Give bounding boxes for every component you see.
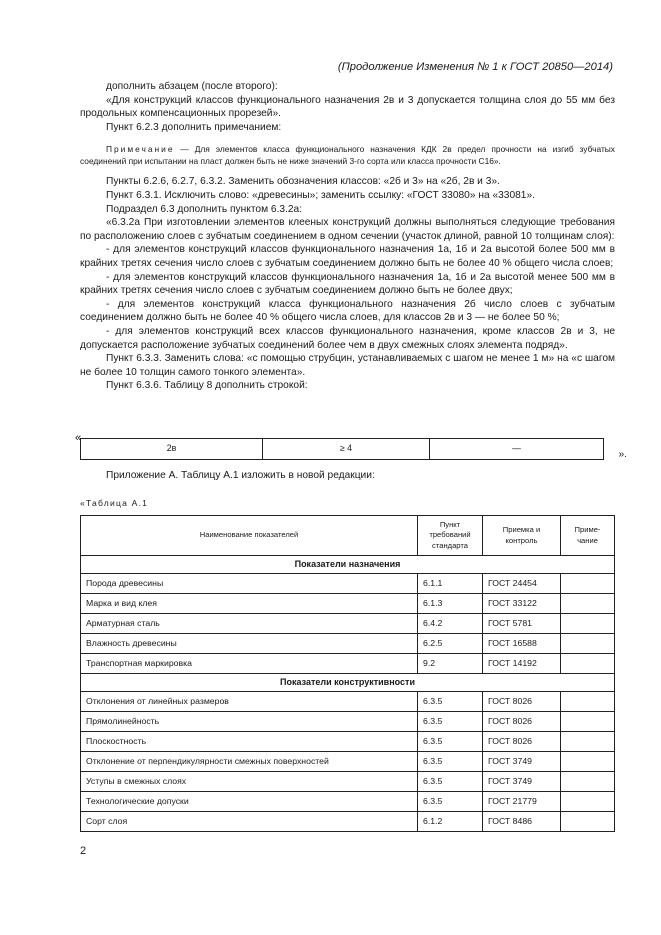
table-a1 [80,515,615,832]
table-cell: 6.4.2 [418,614,483,634]
table-cell: 6.3.5 [418,792,483,812]
table-cell: ГОСТ 8026 [483,692,561,712]
page-number: 2 [80,845,87,857]
table-cell: ГОСТ 21779 [483,792,561,812]
table-cell: 6.2.5 [418,634,483,654]
table-cell: Прямолинейность [81,712,418,732]
table-cell: Влажность древесины [81,634,418,654]
table-cell: 6.3.5 [418,712,483,732]
table-cell [561,692,615,712]
table-cell: 6.1.3 [418,594,483,614]
table-cell: Плоскостность [81,732,418,752]
table-cell: Отклонения от линейных размеров [81,692,418,712]
table-cell: 9.2 [418,654,483,674]
note-text: — Для элементов класса функционального назначения КДК 2в предел прочности на изгиб зубчатых соединений при испытании на пласт должен быть не ниже значений 3-го сорта или класса прочности С16». [80,144,615,167]
list-item: - для элементов конструкций всех классов функционального назначения, кроме классов 2в и 3, не допускается расположение зубчатых соединений более чем в двух смежных слоях элемента подряд». [80,325,615,351]
table-cell: ГОСТ 8026 [483,712,561,732]
table-cell [561,732,615,752]
table-cell: Арматурная сталь [81,614,418,634]
table-cell: Технологические допуски [81,792,418,812]
table-row [81,594,615,614]
table-row [81,634,615,654]
document-header: (Продолжение Изменения № 1 к ГОСТ 20850—2014) [337,61,613,73]
list-item: - для элементов конструкций класса функционального назначения 2б число слоев с зубчатым соединением должно быть не более 40 % общего числа слоев, для классов 2в и 3 — не более 50 %; [80,298,615,324]
table-cell: Уступы в смежных слоях [81,772,418,792]
table-cell: 6.3.5 [418,732,483,752]
table-cell [561,634,615,654]
paragraph: дополнить абзацем (после второго): [106,81,278,92]
table-cell: 2в [81,439,263,460]
table-header-cell: Наименование показателей [81,516,418,556]
table-cell: 6.1.2 [418,812,483,832]
table-cell [561,812,615,832]
appendix-paragraph: Приложение А. Таблицу А.1 изложить в новой редакции: [106,470,375,481]
table-cell: ГОСТ 3749 [483,772,561,792]
table-cell: 6.3.5 [418,772,483,792]
table8-row-block [75,432,627,460]
table-cell: ГОСТ 8486 [483,812,561,832]
table-row [81,752,615,772]
table-row [81,812,615,832]
paragraph: Подраздел 6.3 дополнить пунктом 6.3.2а: [106,203,303,215]
open-quote: « [75,432,82,444]
list-item: - для элементов конструкций классов функционального назначения 1а, 1б и 2а высотой более 500 мм в крайних третях сечения число слоев с зубчатым соединением должно быть не более 40 % общего числа слоев; [80,244,615,269]
table8-row [80,438,604,460]
table-cell: ≥ 4 [263,439,430,460]
table-cell [561,752,615,772]
document-body [80,80,615,393]
paragraph: «Для конструкций классов функционального назначения 2в и 3 допускается толщина слоя до 55 мм без продольных компенсационных прорезей». [80,94,615,120]
paragraph: «6.3.2а При изготовлении элементов клееных конструкций должны выполняться следующие требования по расположению слоев с зубчатым соединением в одном сечении (участок длиной, равной 10 толщинам слоя): [80,217,615,242]
table-cell: 6.3.5 [418,752,483,772]
table-cell [561,772,615,792]
table-row [81,614,615,634]
paragraph: Пункты 6.2.6, 6.2.7, 6.3.2. Заменить обозначения классов: «2б и 3» на «2б, 2в и 3». [106,176,500,188]
paragraph: Пункт 6.3.3. Заменить слова: «с помощью струбцин, устанавливаемых с шагом не менее 1 м» на «с шагом не более 10 толщин самого тонкого элемента». [80,353,615,378]
section-header: Показатели конструктивности [81,674,615,692]
paragraph: Пункт 6.3.6. Таблицу 8 дополнить строкой: [106,380,308,392]
table-header-cell: Пункт требований стандарта [418,516,483,556]
note-paragraph [80,143,615,167]
paragraph: Пункт 6.2.3 дополнить примечанием: [106,121,282,133]
table-cell: ГОСТ 14192 [483,654,561,674]
table-caption: «Таблица А.1 [80,498,149,508]
section-header: Показатели назначения [81,556,615,574]
table-row [81,792,615,812]
table-cell: ГОСТ 16588 [483,634,561,654]
list-item: - для элементов конструкций классов функционального назначения 1а, 1б и 2а высотой менее 500 мм в крайних третях сечения число слоев с зубчатым соединением должно быть не более двух; [80,271,615,297]
table-cell [561,792,615,812]
table-cell [561,574,615,594]
table-cell: Транспортная маркировка [81,654,418,674]
table-cell [561,614,615,634]
table-header-cell: Приме-чание [561,516,615,556]
paragraph: Пункт 6.3.1. Исключить слово: «древесины»; заменить ссылку: «ГОСТ 33080» на «33081». [106,189,535,201]
close-quote: ». [618,449,627,460]
table-cell: 6.3.5 [418,692,483,712]
table-cell: 6.1.1 [418,574,483,594]
table-cell [561,594,615,614]
table-cell: ГОСТ 5781 [483,614,561,634]
table-cell: ГОСТ 33122 [483,594,561,614]
table-row [81,732,615,752]
table-cell: ГОСТ 24454 [483,574,561,594]
table-cell: ГОСТ 8026 [483,732,561,752]
table-row [81,654,615,674]
table-row [81,772,615,792]
table-cell [561,712,615,732]
table-cell: Отклонение от перпендикулярности смежных поверхностей [81,752,418,772]
table-cell [561,654,615,674]
table-cell: Марка и вид клея [81,594,418,614]
table-header-cell: Приемка и контроль [483,516,561,556]
note-label: Примечание [106,144,175,155]
table-cell: ГОСТ 3749 [483,752,561,772]
table-cell: Порода древесины [81,574,418,594]
table-cell: — [430,439,604,460]
table-row [81,712,615,732]
table-cell: Сорт слоя [81,812,418,832]
table-row [81,692,615,712]
table-row [81,574,615,594]
